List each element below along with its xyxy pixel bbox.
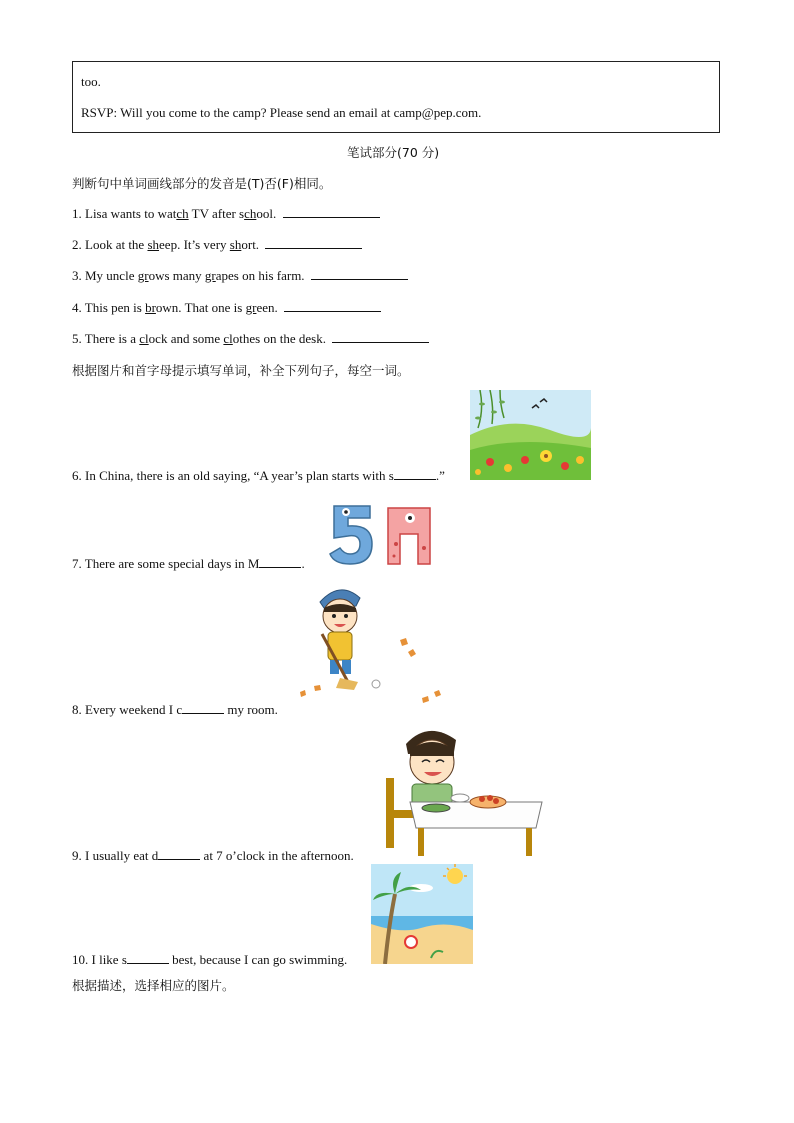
answer-blank[interactable] [259,556,301,568]
question-10 [72,952,347,968]
question-number: 7. [72,556,82,571]
question-text: ool. [256,206,277,221]
question-text: een. [256,300,278,315]
answer-blank[interactable] [284,300,381,312]
question-text: Look at the [81,237,148,252]
question-1 [72,206,380,222]
answer-blank[interactable] [127,952,169,964]
question-text: ows many [148,268,205,283]
question-number: 6. [72,468,82,483]
underlined-letters: cl [139,331,149,346]
question-text: apes on his farm. [215,268,305,283]
underlined-letters: ch [244,206,257,221]
part2-instruction: 根据图片和首字母提示填写单词，补全下列句子，每空一词。 [72,363,410,378]
question-8 [72,702,278,718]
question-text: I usually eat d [81,848,159,863]
question-text: eep. It’s very [159,237,230,252]
question-text: own. That one is [155,300,246,315]
question-7 [72,556,305,572]
summer-beach-picture [371,864,473,964]
question-text: .” [435,468,445,483]
underlined-letters: br [145,300,156,315]
question-number: 1. [72,206,82,221]
question-number: 4. [72,300,82,315]
question-3 [72,268,408,284]
question-text: best, because I can go swimming. [168,952,348,967]
underlined-letters: ch [176,206,189,221]
question-number: 5. [72,331,82,346]
part1-instruction: 判断句中单词画线部分的发音是(T)否(F)相同。 [72,176,332,191]
underlined-letters: sh [229,237,242,252]
question-number: 8. [72,702,82,717]
answer-blank[interactable] [265,237,362,249]
question-text: There is a [81,331,140,346]
question-text: ort. [241,237,260,252]
notice-box [72,61,720,133]
question-text: ock and some [148,331,224,346]
question-text: Lisa wants to wat [81,206,177,221]
section-title: 笔试部分(70 分) [347,145,440,160]
question-4 [72,300,381,316]
answer-blank[interactable] [182,702,224,714]
question-text: my room. [224,702,278,717]
answer-blank[interactable] [332,331,429,343]
underlined-letters: gr [137,268,149,283]
answer-blank[interactable] [158,848,200,860]
answer-blank[interactable] [311,268,408,280]
underlined-letters: cl [223,331,233,346]
question-number: 3. [72,268,82,283]
question-text: There are some special days in M [81,556,260,571]
part3-instruction: 根据描述，选择相应的图片。 [72,978,235,993]
boy-eating-dinner-picture [384,718,544,858]
question-text: My uncle [81,268,138,283]
spring-meadow-picture [470,390,591,480]
boy-sweeping-picture [296,582,446,704]
question-text: Every weekend I c [81,702,183,717]
underlined-letters: sh [147,237,160,252]
question-number: 10. [72,952,89,967]
question-text: I like s [88,952,127,967]
underlined-letters: gr [204,268,216,283]
question-6 [72,468,445,484]
question-text: In China, there is an old saying, “A year’s plan starts with s [81,468,394,483]
number-5-month-picture [326,498,442,570]
underlined-letters: gr [245,300,257,315]
question-text: at 7 o’clock in the afternoon. [200,848,354,863]
question-text: . [301,556,305,571]
question-text: This pen is [81,300,146,315]
question-text: TV after s [188,206,245,221]
question-number: 2. [72,237,82,252]
rsvp-line: RSVP: Will you come to the camp? Please send an email at camp@pep.com. [81,105,482,120]
question-text: othes on the desk. [232,331,326,346]
answer-blank[interactable] [394,468,436,480]
question-2 [72,237,362,253]
question-number: 9. [72,848,82,863]
answer-blank[interactable] [283,206,380,218]
notice-line: too. [81,74,101,89]
question-5 [72,331,429,347]
question-9 [72,848,354,864]
